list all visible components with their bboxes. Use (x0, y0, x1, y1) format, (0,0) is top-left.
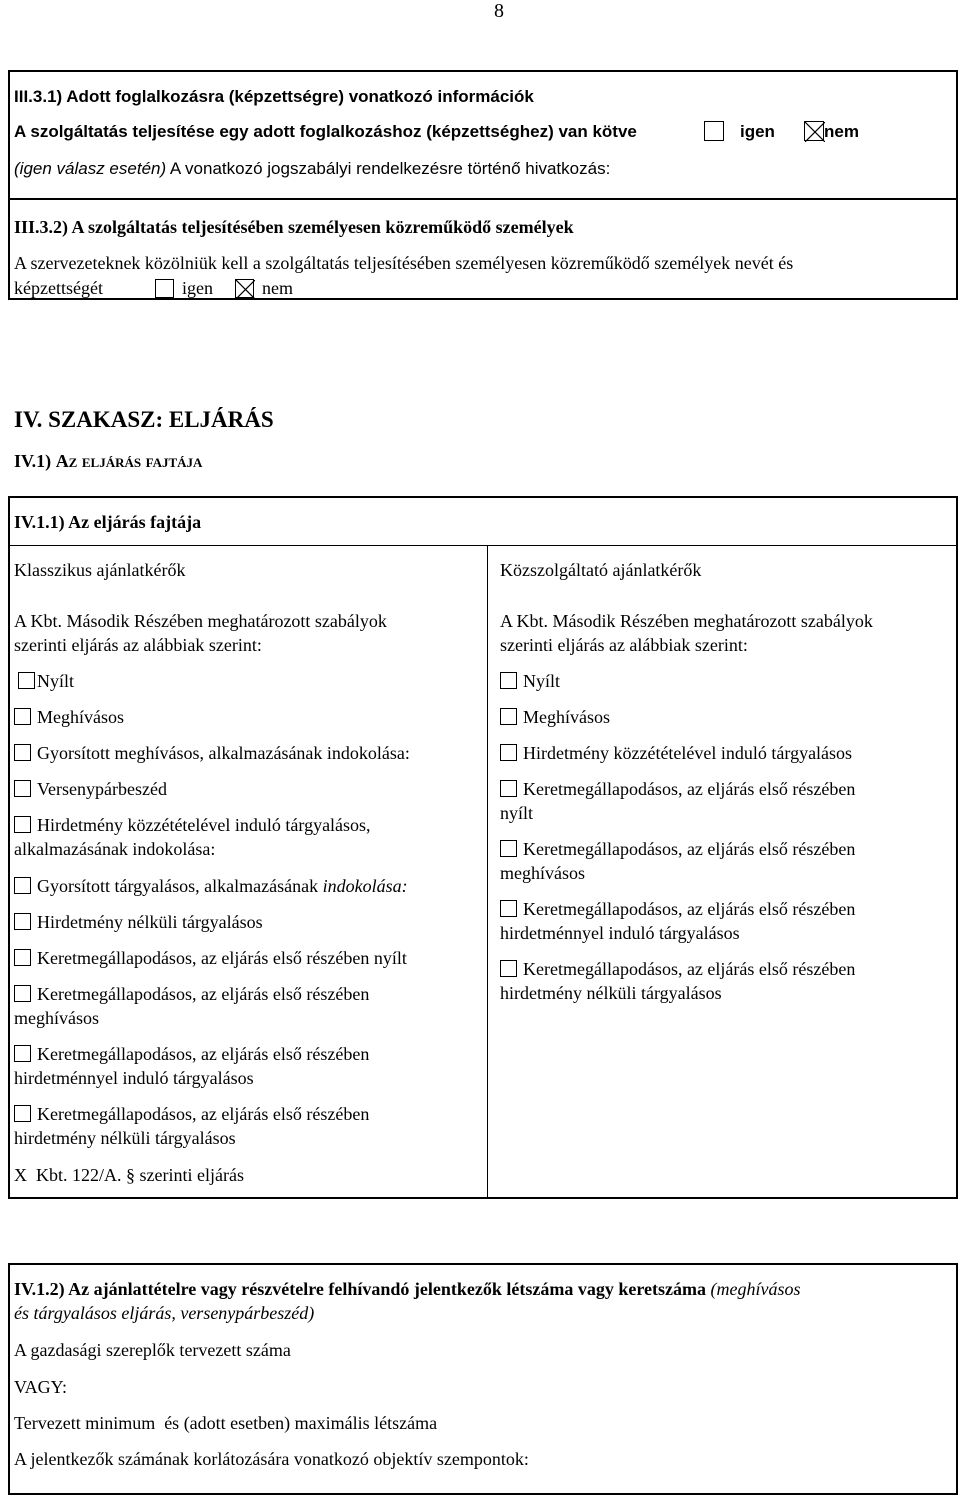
section-iii31-question: A szolgáltatás teljesítése egy adott foglalkozáshoz (képzettséghez) van kötve (14, 122, 637, 141)
section-iv-title: IV. SZAKASZ: ELJÁRÁS (14, 407, 274, 432)
yes-checkbox-iii32[interactable] (155, 279, 180, 301)
right-option-open[interactable]: Nyílt (500, 670, 560, 692)
section-iv12-heading: IV.1.2) Az ajánlattételre vagy részvételre felhívandó jelentkezők létszáma vagy keretszáma (meghívásos (14, 1279, 801, 1299)
left-option-framework-open[interactable]: Keretmegállapodásos, az eljárás első részében nyílt (14, 947, 407, 969)
x-mark-icon (805, 122, 825, 142)
section-iv11-heading: IV.1.1) Az eljárás fajtája (14, 512, 202, 532)
page-number: 8 (494, 0, 504, 22)
section-iii31-heading: III.3.1) Adott foglalkozásra (képzettségre) vonatkozó információk (14, 87, 534, 106)
right-option-negotiated-with-notice[interactable]: Hirdetmény közzétételével induló tárgyalásos (500, 742, 852, 764)
yes-label-iii32: igen (182, 278, 213, 298)
left-option-framework-negotiated-no-notice[interactable]: Keretmegállapodásos, az eljárás első részében (14, 1103, 369, 1125)
right-option-framework-negotiated-notice[interactable]: Keretmegállapodásos, az eljárás első részében (500, 898, 855, 920)
column-divider (487, 545, 488, 1199)
left-column-header: Klasszikus ajánlatkérők (14, 560, 186, 580)
left-option-negotiated-with-notice-cont: alkalmazásának indokolása: (14, 839, 216, 859)
section-iii32-heading: III.3.2) A szolgáltatás teljesítésében személyesen közreműködő személyek (14, 217, 574, 237)
left-intro-1: A Kbt. Második Részében meghatározott szabályok (14, 611, 387, 631)
reference-line: (igen válasz esetén) A vonatkozó jogszabályi rendelkezésre történő hivatkozás: (14, 159, 611, 178)
right-intro-1: A Kbt. Második Részében meghatározott szabályok (500, 611, 873, 631)
right-option-framework-open-cont: nyílt (500, 803, 534, 823)
left-option-restricted[interactable]: Meghívásos (14, 706, 124, 728)
planned-number-label: A gazdasági szereplők tervezett száma (14, 1340, 291, 1360)
right-option-framework-restricted[interactable]: Keretmegállapodásos, az eljárás első részében (500, 838, 855, 860)
right-intro-2: szerinti eljárás az alábbiak szerint: (500, 635, 748, 655)
no-checkbox-iii32-checked[interactable] (235, 279, 260, 301)
right-option-framework-negotiated-notice-cont: hirdetménnyel induló tárgyalásos (500, 923, 740, 943)
section-iii32-text-1: A szervezeteknek közölniük kell a szolgáltatás teljesítésében személyesen közreműködő személyek nevét és (14, 253, 794, 273)
left-option-accelerated-negotiated[interactable]: Gyorsított tárgyalásos, alkalmazásának indokolása: (14, 875, 408, 897)
right-option-framework-open[interactable]: Keretmegállapodásos, az eljárás első részében (500, 778, 855, 800)
no-label-iii32: nem (262, 278, 293, 298)
left-option-framework-negotiated-no-notice-cont: hirdetmény nélküli tárgyalásos (14, 1128, 236, 1148)
section-iii32-text-2: képzettségét (14, 278, 103, 298)
min-max-label: Tervezett minimum és (adott esetben) maximális létszáma (14, 1413, 438, 1433)
left-option-framework-negotiated-notice-cont: hirdetménnyel induló tárgyalásos (14, 1068, 254, 1088)
right-column-header: Közszolgáltató ajánlatkérők (500, 560, 702, 580)
section-iii32-box (8, 200, 958, 300)
section-iv-subtitle: IV.1) Az eljárás fajtája (14, 451, 203, 471)
right-option-restricted[interactable]: Meghívásos (500, 706, 610, 728)
section-iv12-heading-cont: és tárgyalásos eljárás, versenypárbeszéd) (14, 1303, 315, 1323)
left-option-open[interactable]: Nyílt (18, 670, 74, 692)
yes-checkbox-iii31[interactable] (704, 121, 730, 144)
right-option-framework-negotiated-no-notice[interactable]: Keretmegállapodásos, az eljárás első részében (500, 958, 855, 980)
left-option-negotiated-with-notice[interactable]: Hirdetmény közzétételével induló tárgyalásos, (14, 814, 371, 836)
right-option-framework-negotiated-no-notice-cont: hirdetmény nélküli tárgyalásos (500, 983, 722, 1003)
left-option-framework-restricted[interactable]: Keretmegállapodásos, az eljárás első részében (14, 983, 369, 1005)
yes-label-iii31: igen (740, 122, 775, 141)
left-intro-2: szerinti eljárás az alábbiak szerint: (14, 635, 262, 655)
left-option-accelerated-restricted[interactable]: Gyorsított meghívásos, alkalmazásának indokolása: (14, 742, 410, 764)
criteria-label: A jelentkezők számának korlátozására vonatkozó objektív szempontok: (14, 1449, 529, 1469)
no-label-iii31: nem (824, 122, 859, 141)
left-option-framework-restricted-cont: meghívásos (14, 1008, 99, 1028)
or-label: VAGY: (14, 1377, 68, 1397)
right-option-framework-restricted-cont: meghívásos (500, 863, 585, 883)
heading-divider (8, 545, 958, 546)
left-option-framework-negotiated-notice[interactable]: Keretmegállapodásos, az eljárás első részében (14, 1043, 369, 1065)
left-option-competitive-dialogue[interactable]: Versenypárbeszéd (14, 778, 167, 800)
left-option-kbt-122a-selected[interactable]: X Kbt. 122/A. § szerinti eljárás (14, 1165, 244, 1185)
left-option-negotiated-without-notice[interactable]: Hirdetmény nélküli tárgyalásos (14, 911, 263, 933)
x-mark-icon (236, 280, 255, 299)
